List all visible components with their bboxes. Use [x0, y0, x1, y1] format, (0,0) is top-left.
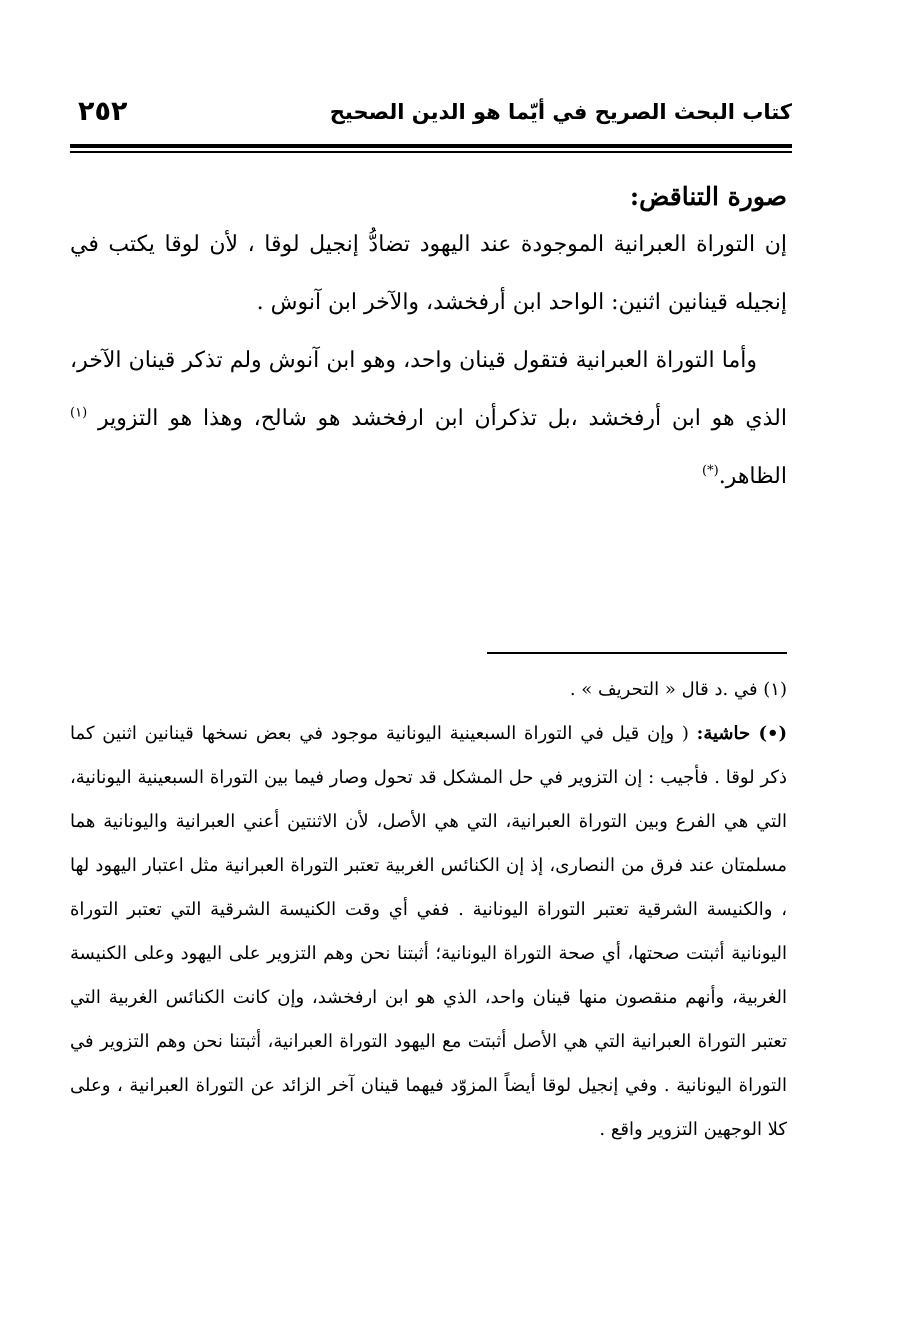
paragraph-hebrew-torah [70, 332, 787, 506]
section-heading: صورة التناقض: [629, 182, 787, 211]
footnote-ref-star: (*) [702, 463, 719, 479]
page-number: ٢٥٢ [78, 96, 128, 127]
footnotes [70, 668, 787, 1152]
paragraph-hebrew-torah-end: الظاهر. [718, 464, 787, 489]
main-text [70, 178, 787, 506]
footnote-star [70, 712, 787, 1152]
running-title: كتاب البحث الصريح في أيّما هو الدين الصحيح [329, 100, 792, 124]
footnote-1: (١) في .د قال « التحريف » . [569, 679, 787, 700]
footnote-ref-1: (١) [70, 405, 88, 421]
header-rule-thick [70, 144, 792, 148]
paragraph-contradiction: إن التوراة العبرانية الموجودة عند اليهود تضادُّ إنجيل لوقا ، لأن لوقا يكتب في إنجيله قينانين اثنين: الواحد ابن أرفخشد، والآخر ابن آنوش . [70, 232, 787, 315]
footnote-separator [487, 652, 787, 654]
page-header [70, 96, 792, 140]
paragraph-hebrew-torah-text: وأما التوراة العبرانية فتقول قينان واحد، وهو ابن آنوش ولم تذكر قينان الآخر، الذي هو ابن أرفخشد ،بل تذكرأن ابن ارفخشد هو شالح، وهذا هو التزوير [70, 348, 787, 431]
header-rule-thin [70, 151, 792, 153]
footnote-star-label: (•) حاشية: [696, 723, 787, 744]
footnote-star-text: ( وإن قيل في التوراة السبعينية اليونانية موجود في بعض نسخها قينانين اثنين كما ذكر لوقا . فأجيب : إن التزوير في حل المشكل قد تحول وصار فيما بين التوراة السبعينية اليونانية، التي هي الفرع وبين التوراة العبرانية، التي هي الأصل، لأن الاثنتين أعني العبرانية واليونانية هما مسلمتان عند فرق من النصارى، إذ إن الكنائس الغربية تعتبر التوراة العبرانية مثل اعتبار اليهود لها ، والكنيسة الشرقية تعتبر التوراة اليونانية . ففي أي وقت الكنيسة الشرقية التي تعتبر التوراة اليونانية أثبتت صحتها، أي صحة التوراة اليونانية؛ أثبتنا نحن وهم التزوير على اليهود وعلى الكنيسة الغربية، وأنهم منقصون منها قينان واحد، الذي هو ابن ارفخشد، وإن كانت الكنائس الغربية التي تعتبر التوراة العبرانية التي هي الأصل أثبتت مع اليهود التوراة العبرانية، أثبتنا نحن وهم التزوير في التوراة اليونانية . وفي إنجيل لوقا أيضاً المزوّد فيهما قينان آخر الزائد عن التوراة العبرانية ، وعلى كلا الوجهين التزوير واقع . [70, 723, 787, 1140]
